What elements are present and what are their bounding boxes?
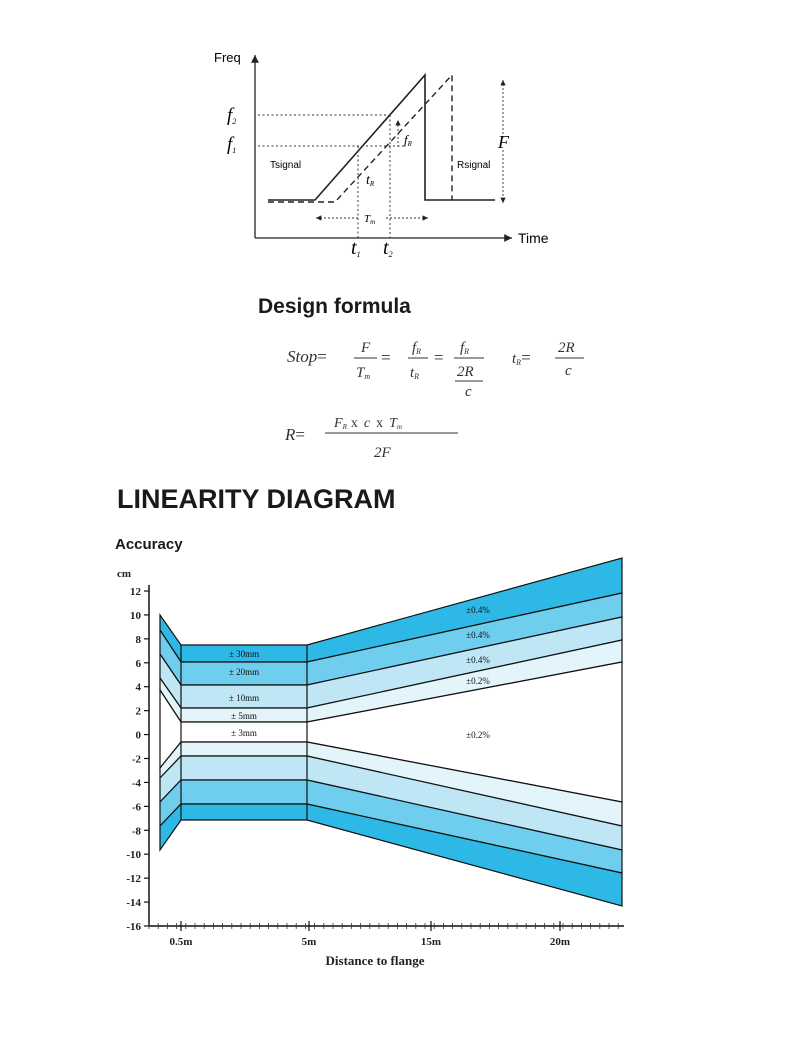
t2-label: t2 bbox=[383, 237, 393, 259]
accuracy-label: Accuracy bbox=[115, 536, 183, 553]
y-tick-label: -6 bbox=[131, 801, 141, 814]
tr-eq: tR= bbox=[512, 348, 531, 367]
frac2-num: fR bbox=[412, 340, 422, 356]
frac3-den-c: c bbox=[465, 384, 472, 400]
x-tick-label: 20m bbox=[549, 936, 571, 948]
y-tick-label: 4 bbox=[135, 681, 141, 694]
y-tick-label: 2 bbox=[135, 705, 141, 718]
tsignal-label: Tsignal bbox=[270, 160, 302, 171]
formula-heading: Design formula bbox=[258, 295, 411, 318]
pct-accuracy-label: ±0.4% bbox=[466, 605, 490, 615]
frac3-den-num: 2R bbox=[457, 364, 474, 380]
frac2-den: tR bbox=[410, 365, 420, 381]
y-tick-label: 8 bbox=[135, 633, 141, 646]
tr-label: tR bbox=[366, 173, 375, 188]
freq-axis-label: Freq bbox=[214, 50, 241, 65]
mm-accuracy-label: ± 10mm bbox=[228, 693, 260, 703]
tm-label: Tm bbox=[364, 213, 376, 226]
eq-2: = bbox=[381, 348, 391, 367]
y-tick-label: -16 bbox=[126, 921, 141, 933]
frac3-num: fR bbox=[460, 340, 470, 356]
fr-label: fR bbox=[404, 132, 412, 148]
linearity-chart bbox=[117, 558, 624, 968]
y-tick-label: -4 bbox=[131, 777, 141, 790]
tr-den: c bbox=[565, 363, 572, 379]
transmitted-signal bbox=[268, 75, 495, 200]
y-tick-label: -2 bbox=[131, 753, 141, 766]
f1-label: f1 bbox=[227, 134, 237, 155]
mm-accuracy-label: ± 5mm bbox=[231, 711, 257, 721]
y-tick-label: -8 bbox=[131, 825, 141, 838]
y-unit-label: cm bbox=[117, 568, 132, 580]
y-tick-label: 0 bbox=[135, 729, 141, 742]
y-tick-label: 6 bbox=[135, 657, 141, 670]
y-tick-label: 10 bbox=[130, 609, 141, 622]
slope-label: Stop= bbox=[287, 347, 327, 366]
y-tick-label: -14 bbox=[126, 897, 141, 910]
f-range-label: F bbox=[498, 132, 509, 152]
x-tick-label: 15m bbox=[420, 936, 442, 948]
y-tick-label: -12 bbox=[126, 873, 141, 886]
x-tick-label: 5m bbox=[301, 936, 317, 948]
pct-accuracy-label: ±0.2% bbox=[466, 730, 490, 740]
linearity-title: LINEARITY DIAGRAM bbox=[117, 484, 396, 514]
y-tick-label: -10 bbox=[126, 849, 141, 862]
eq-3: = bbox=[434, 348, 444, 367]
time-axis-label: Time bbox=[518, 230, 549, 246]
r-eq: R= bbox=[285, 425, 305, 444]
r-den: 2F bbox=[374, 445, 391, 461]
pct-accuracy-label: ±0.4% bbox=[466, 630, 490, 640]
pct-accuracy-label: ±0.2% bbox=[466, 676, 490, 686]
t1-label: t1 bbox=[351, 237, 361, 259]
x-axis-title: Distance to flange bbox=[325, 953, 425, 968]
mm-accuracy-label: ± 3mm bbox=[231, 728, 257, 738]
frac1-den: Tm bbox=[356, 365, 371, 381]
r-num: FR x c x Tm bbox=[334, 416, 402, 431]
design-formula bbox=[258, 295, 584, 461]
mm-accuracy-label: ± 20mm bbox=[228, 667, 260, 677]
tr-num: 2R bbox=[558, 340, 575, 356]
frac1-num: F bbox=[361, 340, 371, 356]
x-tick-label: 0.5m bbox=[169, 936, 193, 948]
f2-label: f2 bbox=[227, 105, 237, 126]
y-tick-label: 12 bbox=[130, 586, 141, 598]
pct-accuracy-label: ±0.4% bbox=[466, 655, 490, 665]
fmcw-diagram bbox=[214, 50, 549, 259]
rsignal-label: Rsignal bbox=[457, 160, 491, 171]
mm-accuracy-label: ± 30mm bbox=[228, 649, 260, 659]
